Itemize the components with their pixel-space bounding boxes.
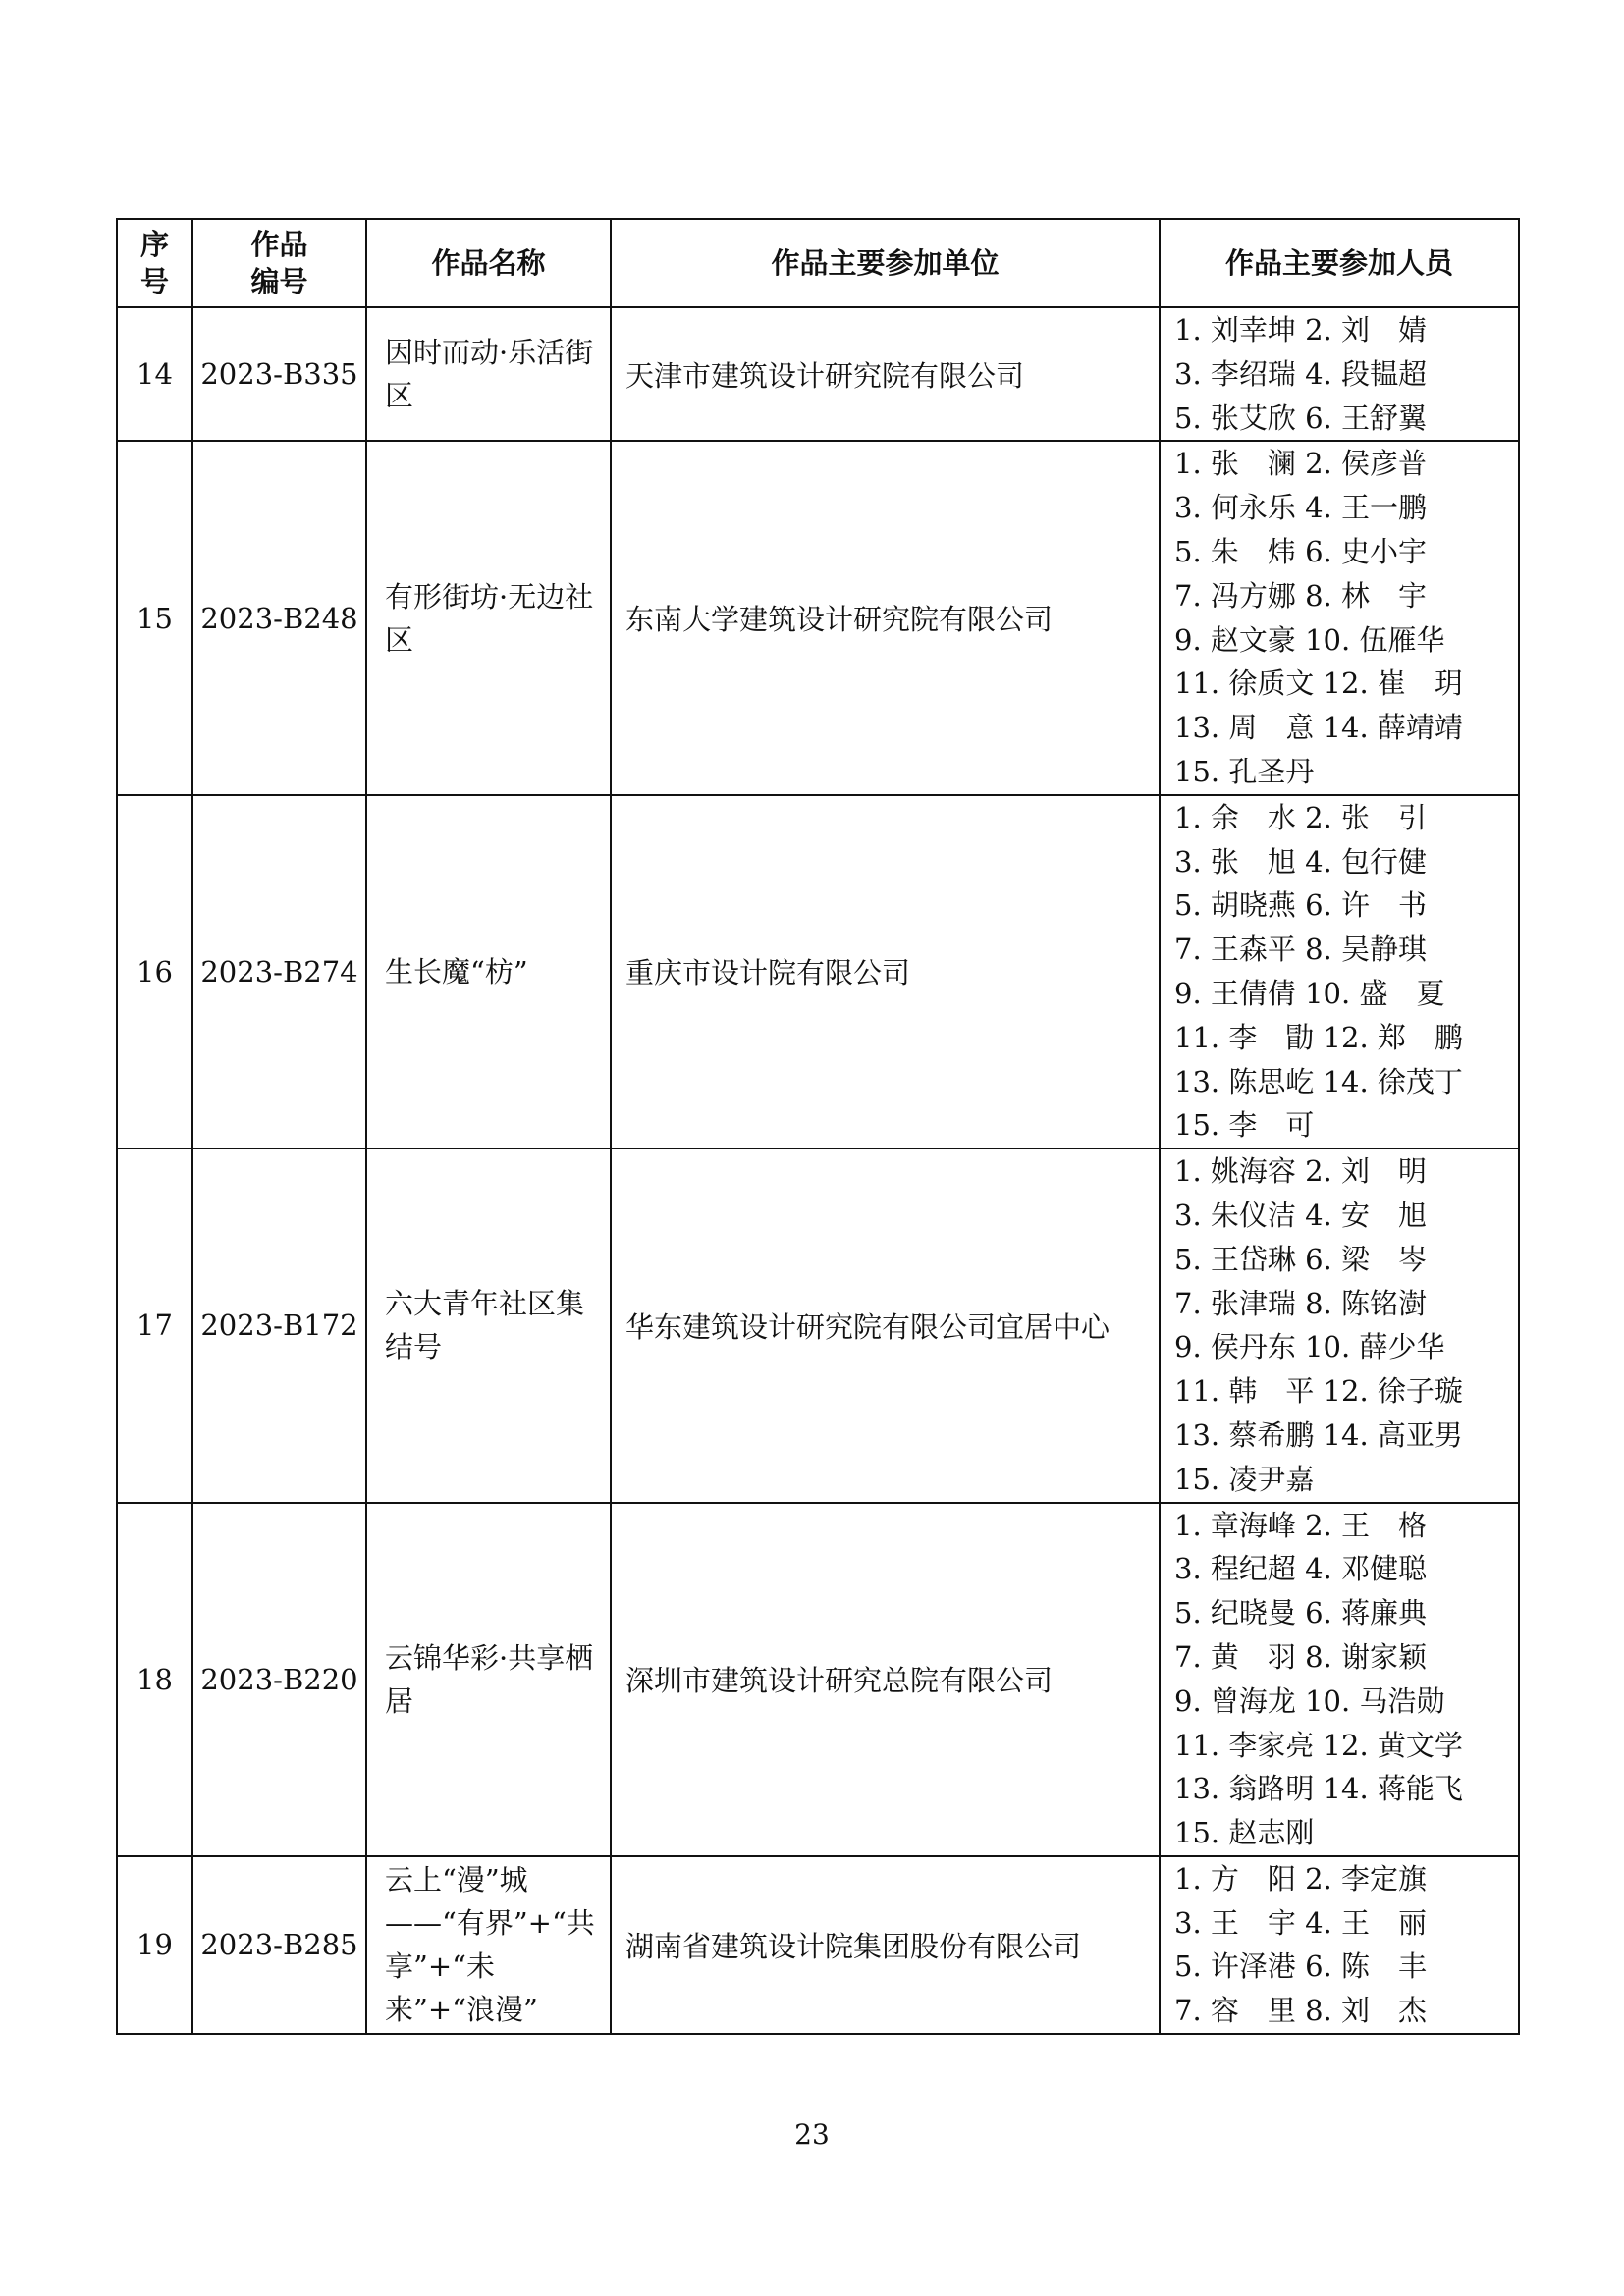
people-line: 7. 王森平 8. 吴静琪 [1174, 933, 1427, 967]
header-unit: 作品主要参加单位 [611, 219, 1160, 307]
header-code: 作品编号 [192, 219, 366, 307]
people-line: 15. 赵志刚 [1174, 1816, 1315, 1850]
row-code: 2023-B172 [192, 1148, 366, 1502]
header-people: 作品主要参加人员 [1160, 219, 1519, 307]
people-line: 15. 李 可 [1174, 1108, 1315, 1143]
row-people [1160, 1856, 1519, 2034]
table-row [117, 307, 1519, 441]
table-row [117, 1856, 1519, 2034]
people-line: 7. 冯方娜 8. 林 宇 [1174, 578, 1427, 613]
row-name: 生长魔“枋” [366, 795, 611, 1148]
row-people [1160, 1503, 1519, 1856]
row-name: 因时而动·乐活街区 [366, 307, 611, 441]
row-name: 云锦华彩·共享栖居 [366, 1503, 611, 1856]
row-code: 2023-B274 [192, 795, 366, 1148]
people-line: 3. 朱仪洁 4. 安 旭 [1174, 1198, 1427, 1232]
row-num: 19 [117, 1856, 192, 2034]
people-line: 11. 韩 平 12. 徐子璇 [1174, 1374, 1463, 1409]
people-line: 9. 曾海龙 10. 马浩勋 [1174, 1683, 1445, 1718]
people-line: 1. 余 水 2. 张 引 [1174, 800, 1427, 834]
row-num: 17 [117, 1148, 192, 1502]
people-line: 7. 黄 羽 8. 谢家颖 [1174, 1639, 1427, 1674]
people-line: 5. 张艾欣 6. 王舒翼 [1174, 400, 1427, 435]
row-unit: 深圳市建筑设计研究总院有限公司 [611, 1503, 1160, 1856]
row-code: 2023-B248 [192, 441, 366, 794]
header-row [117, 219, 1519, 307]
people-line: 7. 张津瑞 8. 陈铭澍 [1174, 1286, 1427, 1320]
header-name: 作品名称 [366, 219, 611, 307]
table-row [117, 1148, 1519, 1502]
people-line: 3. 程纪超 4. 邓健聪 [1174, 1552, 1427, 1586]
row-unit: 重庆市设计院有限公司 [611, 795, 1160, 1148]
people-line: 1. 方 阳 2. 李定旗 [1174, 1861, 1427, 1896]
row-name: 有形街坊·无边社区 [366, 441, 611, 794]
people-line: 9. 侯丹东 10. 薛少华 [1174, 1330, 1445, 1364]
people-line: 3. 何永乐 4. 王一鹏 [1174, 491, 1427, 525]
row-code: 2023-B220 [192, 1503, 366, 1856]
people-line: 1. 刘幸坤 2. 刘 婧 [1174, 313, 1427, 347]
row-num: 16 [117, 795, 192, 1148]
people-line: 13. 蔡希鹏 14. 高亚男 [1174, 1417, 1463, 1452]
row-num: 18 [117, 1503, 192, 1856]
row-people [1160, 441, 1519, 794]
table-row [117, 1503, 1519, 1856]
row-people [1160, 1148, 1519, 1502]
people-line: 7. 容 里 8. 刘 杰 [1174, 1994, 1427, 2028]
people-line: 5. 朱 炜 6. 史小宇 [1174, 534, 1427, 568]
row-people [1160, 795, 1519, 1148]
people-line: 11. 徐质文 12. 崔 玥 [1174, 667, 1463, 701]
table-row [117, 441, 1519, 794]
people-line: 13. 陈思屹 14. 徐茂丁 [1174, 1064, 1463, 1098]
row-unit: 东南大学建筑设计研究院有限公司 [611, 441, 1160, 794]
people-line: 1. 章海峰 2. 王 格 [1174, 1508, 1427, 1542]
people-line: 1. 张 澜 2. 侯彦普 [1174, 447, 1427, 481]
people-line: 15. 凌尹嘉 [1174, 1462, 1315, 1496]
row-code: 2023-B285 [192, 1856, 366, 2034]
table-row [117, 795, 1519, 1148]
people-line: 9. 赵文豪 10. 伍雁华 [1174, 622, 1445, 657]
people-line: 15. 孔圣丹 [1174, 754, 1315, 788]
people-line: 3. 张 旭 4. 包行健 [1174, 844, 1427, 879]
row-code: 2023-B335 [192, 307, 366, 441]
awards-table [116, 218, 1520, 2035]
people-line: 1. 姚海容 2. 刘 明 [1174, 1154, 1427, 1189]
row-name: 六大青年社区集结号 [366, 1148, 611, 1502]
people-line: 9. 王倩倩 10. 盛 夏 [1174, 976, 1445, 1010]
row-num: 15 [117, 441, 192, 794]
people-line: 13. 翁路明 14. 蒋能飞 [1174, 1772, 1463, 1806]
row-unit: 华东建筑设计研究院有限公司宜居中心 [611, 1148, 1160, 1502]
people-line: 13. 周 意 14. 薛靖靖 [1174, 711, 1463, 745]
people-line: 3. 李绍瑞 4. 段韫超 [1174, 356, 1427, 391]
row-unit: 湖南省建筑设计院集团股份有限公司 [611, 1856, 1160, 2034]
row-unit: 天津市建筑设计研究院有限公司 [611, 307, 1160, 441]
people-line: 3. 王 宇 4. 王 丽 [1174, 1905, 1427, 1940]
header-num: 序号 [117, 219, 192, 307]
page-number: 23 [794, 2118, 830, 2151]
people-line: 5. 胡晓燕 6. 许 书 [1174, 888, 1427, 923]
people-line: 11. 李家亮 12. 黄文学 [1174, 1728, 1463, 1762]
row-people [1160, 307, 1519, 441]
table-body [117, 307, 1519, 2034]
people-line: 5. 王岱琳 6. 梁 岑 [1174, 1242, 1427, 1276]
table-header [117, 219, 1519, 307]
people-line: 5. 纪晓曼 6. 蒋廉典 [1174, 1596, 1427, 1630]
row-num: 14 [117, 307, 192, 441]
people-line: 5. 许泽港 6. 陈 丰 [1174, 1949, 1427, 1984]
people-line: 11. 李 勖 12. 郑 鹏 [1174, 1020, 1463, 1054]
row-name: 云上“漫”城——“有界”+“共享”+“未来”+“浪漫” [366, 1856, 611, 2034]
